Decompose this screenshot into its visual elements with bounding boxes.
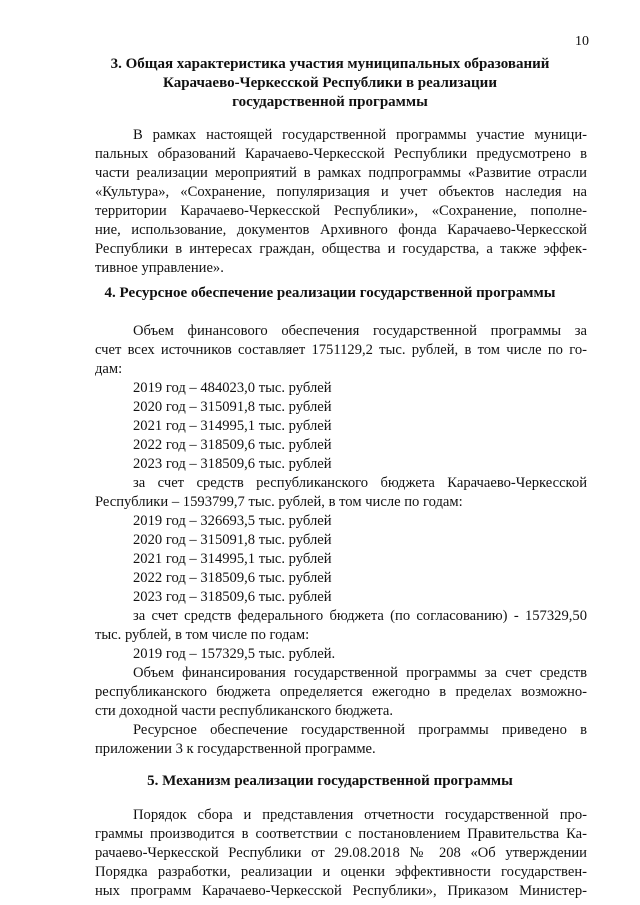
section-4-intro-line: счет всех источников составляет 1751129,2 тыс. рублей, в том числе по го- xyxy=(95,342,587,358)
section-5-paragraph-line: рачаево-Черкесской Республики от 29.08.2018 № 208 «Об утверждении xyxy=(95,845,587,861)
federal-intro-line: за счет средств федерального бюджета (по согласованию) - 157329,50 xyxy=(133,608,587,624)
total-year-item: 2020 год – 315091,8 тыс. рублей xyxy=(133,399,332,415)
section-3-heading-line: 3. Общая характеристика участия муниципальных образований xyxy=(110,56,550,72)
section-3-paragraph-line: территории Карачаево-Черкесской Республики», «Сохранение, пополне- xyxy=(95,203,587,219)
section-3-heading-line: Карачаево-Черкесской Республики в реализации xyxy=(163,75,497,91)
section-3-paragraph-line: ние, использование, документов Архивного фонда Карачаево-Черкесской xyxy=(95,222,587,238)
section-4-intro-line: дам: xyxy=(95,361,123,377)
financing-paragraph-line: сти доходной части республиканского бюджета. xyxy=(95,703,394,719)
regional-year-item: 2022 год – 318509,6 тыс. рублей xyxy=(133,570,332,586)
section-5-heading: 5. Механизм реализации государственной программы xyxy=(147,773,513,789)
section-4-heading: 4. Ресурсное обеспечение реализации государственной программы xyxy=(104,285,556,301)
resource-paragraph-line: приложении 3 к государственной программе. xyxy=(95,741,376,757)
federal-intro-line: тыс. рублей, в том числе по годам: xyxy=(95,627,310,643)
section-5-paragraph-line: Порядок сбора и представления отчетности государственной про- xyxy=(133,807,587,823)
section-5-paragraph-line: ных программ Карачаево-Черкесской Республики», Приказом Министер- xyxy=(95,883,587,899)
total-year-item: 2019 год – 484023,0 тыс. рублей xyxy=(133,380,332,396)
federal-year-item: 2019 год – 157329,5 тыс. рублей. xyxy=(133,646,336,662)
financing-paragraph-line: республиканского бюджета определяется ежегодно в пределах возможно- xyxy=(95,684,587,700)
section-3-paragraph-line: пальных образований Карачаево-Черкесской Республики предусмотрено в xyxy=(95,146,587,162)
section-4-intro-line: Объем финансового обеспечения государственной программы за xyxy=(133,323,587,339)
financing-paragraph-line: Объем финансирования государственной программы за счет средств xyxy=(133,665,587,681)
section-5-paragraph-line: Порядка разработки, реализации и оценки эффективности государствен- xyxy=(95,864,587,880)
section-3-paragraph-line: части реализации мероприятий в рамках подпрограммы «Развитие отрасли xyxy=(95,165,587,181)
section-3-paragraph-line: «Культура», «Сохранение, популяризация и учет объектов наследия на xyxy=(95,184,587,200)
section-3-heading xyxy=(60,55,600,112)
section-3-paragraph-line: В рамках настоящей государственной программы участие муници- xyxy=(133,127,587,143)
regional-intro-line: за счет средств республиканского бюджета Карачаево-Черкесской xyxy=(133,475,587,491)
regional-year-item: 2023 год – 318509,6 тыс. рублей xyxy=(133,589,332,605)
total-year-item: 2022 год – 318509,6 тыс. рублей xyxy=(133,437,332,453)
section-3-heading-line: государственной программы xyxy=(232,94,428,110)
regional-year-item: 2020 год – 315091,8 тыс. рублей xyxy=(133,532,332,548)
regional-year-item: 2019 год – 326693,5 тыс. рублей xyxy=(133,513,332,529)
resource-paragraph-line: Ресурсное обеспечение государственной программы приведено в xyxy=(133,722,587,738)
section-5-paragraph-line: граммы производится в соответствии с постановлением Правительства Ка- xyxy=(95,826,587,842)
regional-year-item: 2021 год – 314995,1 тыс. рублей xyxy=(133,551,332,567)
section-3-paragraph-line: тивное управление». xyxy=(95,260,224,276)
section-3-paragraph-line: Республики в интересах граждан, общества и государства, а также эффек- xyxy=(95,241,587,257)
total-year-item: 2021 год – 314995,1 тыс. рублей xyxy=(133,418,332,434)
regional-intro-line: Республики – 1593799,7 тыс. рублей, в том числе по годам: xyxy=(95,494,463,510)
page-number: 10 xyxy=(575,34,589,49)
total-year-item: 2023 год – 318509,6 тыс. рублей xyxy=(133,456,332,472)
